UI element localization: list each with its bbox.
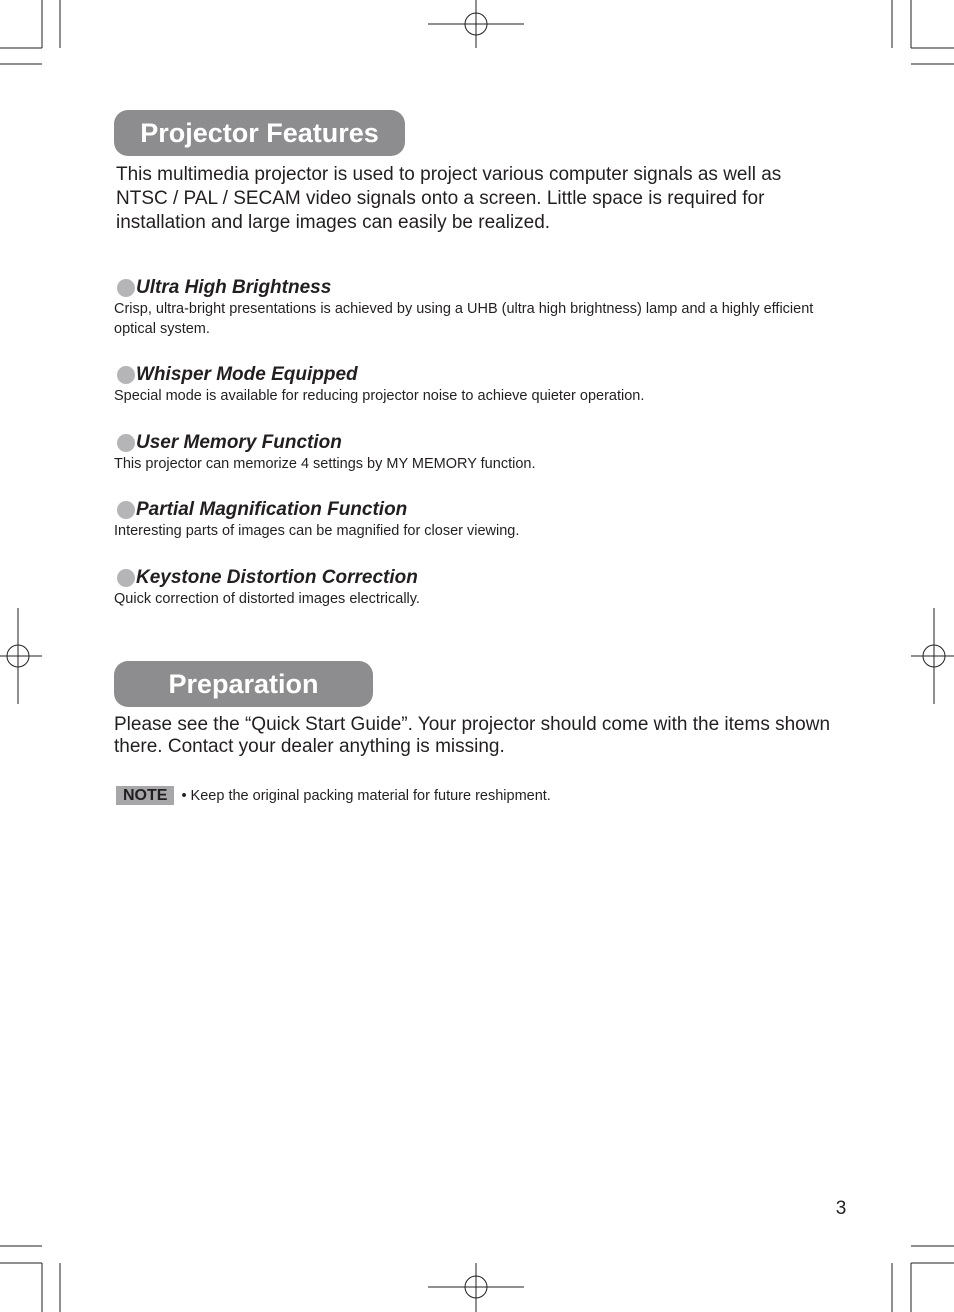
feature-ultra-high-brightness xyxy=(114,277,844,339)
feature-user-memory xyxy=(114,432,844,474)
features-intro-paragraph: This multimedia projector is used to project various computer signals as well as NTSC / PAL / SECAM video signals onto a screen. Little space is required for installation and large images can easily be realized. xyxy=(116,164,782,233)
bullet-icon xyxy=(117,279,135,297)
heading-text: Preparation xyxy=(168,668,319,699)
feature-partial-magnification xyxy=(114,499,844,541)
preparation-intro-paragraph: Please see the “Quick Start Guide”. Your projector should come with the items shown there. Contact your dealer anything is missing. xyxy=(114,714,831,757)
feature-keystone-correction xyxy=(114,567,844,609)
feature-whisper-mode xyxy=(114,364,844,406)
note-label: NOTE xyxy=(116,786,174,805)
page-number: 3 xyxy=(835,1198,847,1219)
feature-description: Special mode is available for reducing projector noise to achieve quieter operation. xyxy=(114,388,645,404)
section-heading-preparation xyxy=(114,661,373,707)
bullet-icon xyxy=(117,569,135,587)
feature-description: Quick correction of distorted images electrically. xyxy=(114,591,420,607)
feature-title: User Memory Function xyxy=(136,432,342,453)
feature-title: Partial Magnification Function xyxy=(136,499,408,520)
bullet-icon xyxy=(117,366,135,384)
bullet-icon xyxy=(117,434,135,452)
feature-description: This projector can memorize 4 settings by MY MEMORY function. xyxy=(114,456,536,472)
note xyxy=(116,786,551,805)
bullet-icon xyxy=(117,501,135,519)
heading-text: Projector Features xyxy=(140,117,379,148)
feature-title: Ultra High Brightness xyxy=(136,277,332,298)
note-text: • Keep the original packing material for future reshipment. xyxy=(181,787,551,804)
feature-title: Keystone Distortion Correction xyxy=(136,567,418,588)
feature-description: Crisp, ultra-bright presentations is achieved by using a UHB (ultra high brightness) lamp and a highly efficient optical system. xyxy=(114,301,814,337)
feature-title: Whisper Mode Equipped xyxy=(136,364,358,385)
feature-description: Interesting parts of images can be magnified for closer viewing. xyxy=(114,523,520,539)
section-heading-projector-features xyxy=(114,110,405,156)
